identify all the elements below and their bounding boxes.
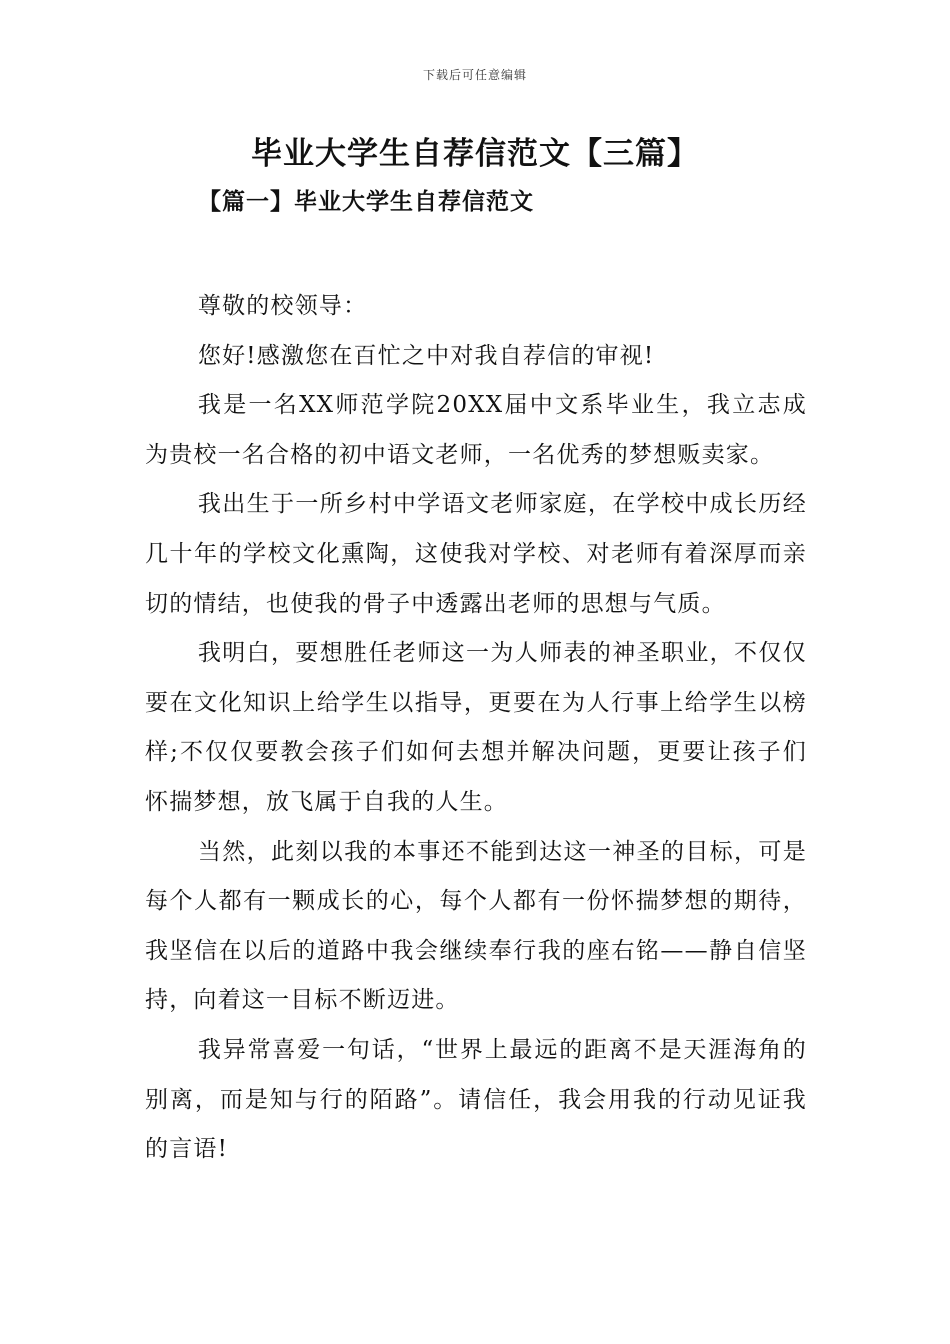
paragraph: 当然，此刻以我的本事还不能到达这一神圣的目标，可是每个人都有一颗成长的心，每个人都有一份怀揣梦想的期待，我坚信在以后的道路中我会继续奉行我的座右铭——静自信坚持，向着这一目标不断迈进。: [145, 838, 807, 1014]
paragraph: 您好!感激您在百忙之中对我自荐信的审视!: [197, 342, 655, 369]
section-subtitle: 【篇一】毕业大学生自荐信范文: [198, 188, 534, 215]
paragraph: 我明白，要想胜任老师这一为人师表的神圣职业，不仅仅要在文化知识上给学生以指导，更要在为人行事上给学生以榜样;不仅仅要教会孩子们如何去想并解决问题，更要让孩子们怀揣梦想，放飞属于自我的人生。: [145, 640, 807, 815]
document-title: 毕业大学生自荐信范文【三篇】: [251, 136, 699, 172]
paragraph: 我异常喜爱一句话，“世界上最远的距离不是天涯海角的别离，而是知与行的陌路”。请信任，我会用我的行动见证我的言语!: [145, 1036, 807, 1163]
paragraph: 我出生于一所乡村中学语文老师家庭，在学校中成长历经几十年的学校文化熏陶，这使我对学校、对老师有着深厚而亲切的情结，也使我的骨子中透露出老师的思想与气质。: [145, 491, 807, 617]
salutation: 尊敬的校领导：: [197, 293, 368, 319]
header-note: 下载后可任意编辑: [422, 68, 527, 82]
letter-body: [145, 282, 807, 1175]
paragraph: 我是一名XX师范学院20XX届中文系毕业生，我立志成为贵校一名合格的初中语文老师，一名优秀的梦想贩卖家。: [145, 392, 807, 468]
